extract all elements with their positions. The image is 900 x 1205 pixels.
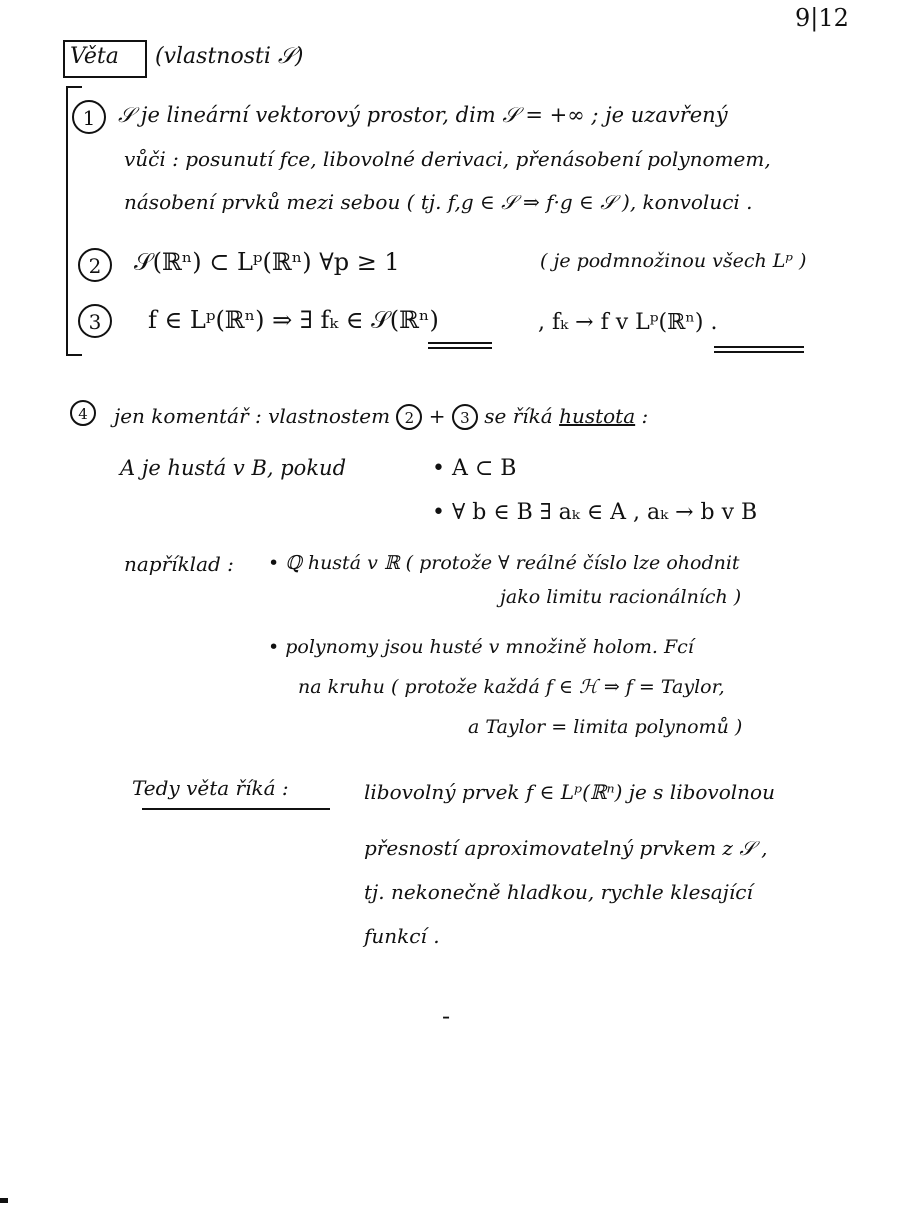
item3-underline-2 — [428, 347, 492, 349]
comment-ref-2: 3 — [452, 404, 478, 430]
comment-number: 4 — [70, 400, 96, 426]
conclusion-line1: libovolný prvek f ∈ Lᵖ(ℝⁿ) je s libovolnou — [364, 780, 775, 804]
comment-says: se říká — [484, 404, 553, 428]
item3-convergence: , fₖ → f v Lᵖ(ℝⁿ) . — [538, 310, 718, 335]
item3-underline-3 — [714, 346, 804, 348]
theorem-label: Věta — [70, 44, 119, 69]
comment-line1 — [114, 404, 648, 430]
conclusion-underline — [142, 808, 330, 810]
example-2-line3: a Taylor = limita polynomů ) — [468, 716, 743, 738]
comment-term: hustota — [559, 404, 636, 428]
example-lead: například : — [124, 552, 234, 576]
conclusion-line2: přesností aproximovatelný prvkem z 𝒮 , — [364, 836, 768, 860]
item1-line2: vůči : posunutí fce, libovolné derivaci, přenásobení polynomem, — [124, 147, 771, 171]
example-1-line1: • ℚ hustá v ℝ ( protože ∀ reálné číslo lze ohodnit — [268, 552, 740, 574]
item2-number: 2 — [78, 248, 112, 282]
scan-edge-mark — [0, 1198, 8, 1203]
theorem-subtitle: (vlastnosti 𝒮) — [155, 44, 304, 69]
comment-ref-1: 2 — [396, 404, 422, 430]
item1-line3: násobení prvků mezi sebou ( tj. f,g ∈ 𝒮 ⇒ f·g ∈ 𝒮 ), konvoluci . — [124, 190, 753, 214]
item3-underline-1 — [428, 342, 492, 344]
definition-condition-2: • ∀ b ∈ B ∃ aₖ ∈ A , aₖ → b v B — [432, 500, 758, 525]
comment-lead: jen komentář : vlastnostem — [114, 404, 391, 428]
example-1-line2: jako limitu racionálních ) — [500, 586, 742, 608]
item2-formula: 𝒮(ℝⁿ) ⊂ Lᵖ(ℝⁿ) ∀p ≥ 1 — [134, 248, 400, 276]
conclusion-lead: Tedy věta říká : — [132, 776, 289, 800]
comment-colon: : — [641, 404, 649, 428]
item1-line1: 𝒮 je lineární vektorový prostor, dim 𝒮 = +∞ ; je uzavřený — [118, 103, 728, 127]
example-2-line2: na kruhu ( protože každá f ∈ ℋ ⇒ f = Taylor, — [298, 676, 725, 698]
definition-lead: A je hustá v B, pokud — [120, 456, 347, 480]
definition-condition-1: • A ⊂ B — [432, 456, 517, 481]
conclusion-line4: funkcí . — [364, 924, 440, 948]
comment-plus: + — [428, 404, 446, 428]
item3-number: 3 — [78, 304, 112, 338]
item1-number: 1 — [72, 100, 106, 134]
end-mark: - — [442, 1002, 451, 1030]
page-number: 9|12 — [795, 4, 849, 32]
item3-underline-4 — [714, 351, 804, 353]
conclusion-line3: tj. nekonečně hladkou, rychle klesající — [364, 880, 753, 904]
item2-note: ( je podmnožinou všech Lᵖ ) — [540, 250, 807, 272]
example-2-line1: • polynomy jsou husté v množině holom. Fcí — [268, 636, 694, 658]
item3-formula: f ∈ Lᵖ(ℝⁿ) ⇒ ∃ fₖ ∈ 𝒮(ℝⁿ) — [148, 306, 439, 334]
